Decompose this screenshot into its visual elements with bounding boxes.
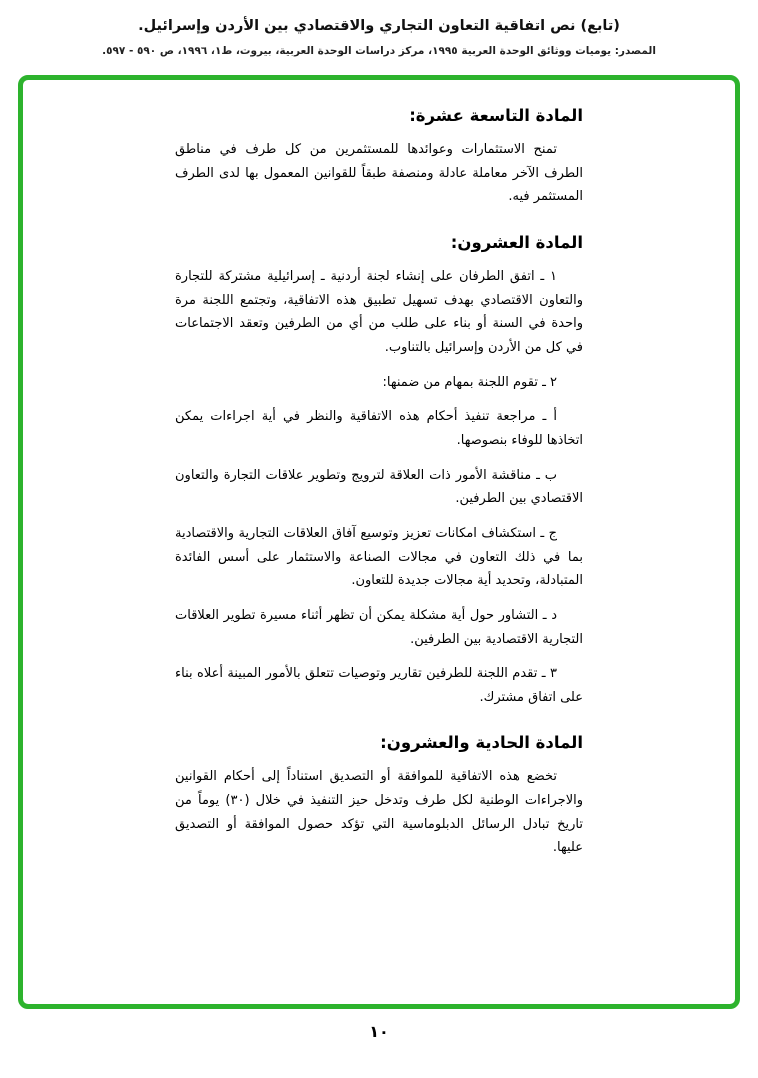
article-twenty-one <box>175 733 583 860</box>
document-title: (تابع) نص اتفاقية التعاون التجاري والاقتصادي بين الأردن وإسرائيل. <box>138 18 620 34</box>
article-paragraph: ب ـ مناقشة الأمور ذات العلاقة لترويج وتطوير علاقات التجارة والتعاون الاقتصادي بين الطرفين. <box>175 467 583 507</box>
article-heading: المادة العشرون: <box>450 232 583 252</box>
article-nineteen <box>175 106 583 209</box>
article-twenty <box>175 233 583 710</box>
article-paragraph: ١ ـ اتفق الطرفان على إنشاء لجنة أردنية ـ إسرائيلية مشتركة للتجارة والتعاون الاقتصادي بهدف تسهيل تطبيق هذه الاتفاقية، وتجتمع اللجنة مرة واحدة في السنة أو بناء على طلب من أي من الطرفين وتعقد الاجتماعات في كل من الأردن وإسرائيل بالتناوب. <box>175 268 583 355</box>
article-paragraph: ٢ ـ تقوم اللجنة بمهام من ضمنها: <box>382 374 557 390</box>
article-paragraph: ٣ ـ تقدم اللجنة للطرفين تقارير وتوصيات تتعلق بالأمور المبينة أعلاه بناء على اتفاق مشترك. <box>175 666 583 705</box>
article-paragraph: أ ـ مراجعة تنفيذ أحكام هذه الاتفاقية والنظر في أية اجراءات يمكن اتخاذها للوفاء بنصوصها. <box>175 409 583 448</box>
content-frame <box>18 75 740 1009</box>
page-number: ١٠ <box>369 1022 389 1041</box>
document-source-line: المصدر: يوميات ووثائق الوحدة العربية ١٩٩٥، مركز دراسات الوحدة العربية، بيروت، ط١، ١٩٩٦، ص ٥٩٠ - ٥٩٧. <box>102 45 656 57</box>
article-paragraph: تخضع هذه الاتفاقية للموافقة أو التصديق استناداً إلى أحكام القوانين والاجراءات الوطنية لكل طرف وتدخل حيز التنفيذ في خلال (٣٠) يوماً من تاريخ تبادل الرسائل الدبلوماسية التي تؤكد حصول الموافقة أو التصديق عليها. <box>175 769 583 856</box>
article-heading: المادة الحادية والعشرون: <box>380 733 583 753</box>
article-paragraph: د ـ التشاور حول أية مشكلة يمكن أن تظهر أثناء مسيرة تطوير العلاقات التجارية الاقتصادية بين الطرفين. <box>175 607 583 647</box>
article-heading: المادة التاسعة عشرة: <box>409 106 583 125</box>
article-paragraph: ج ـ استكشاف امكانات تعزيز وتوسيع آفاق العلاقات التجارية والاقتصادية بما في ذلك التعاون في مجالات الصناعة والاستثمار على أسس الفائدة المتبادلة، وتحديد أية مجالات جديدة للتعاون. <box>175 525 583 589</box>
article-paragraph: تمنح الاستثمارات وعوائدها للمستثمرين من كل طرف في مناطق الطرف الآخر معاملة عادلة ومنصفة طبقاً للقوانين المعمول بها لدى الطرف المستثمر فيه. <box>175 142 583 205</box>
document-header <box>0 0 758 57</box>
